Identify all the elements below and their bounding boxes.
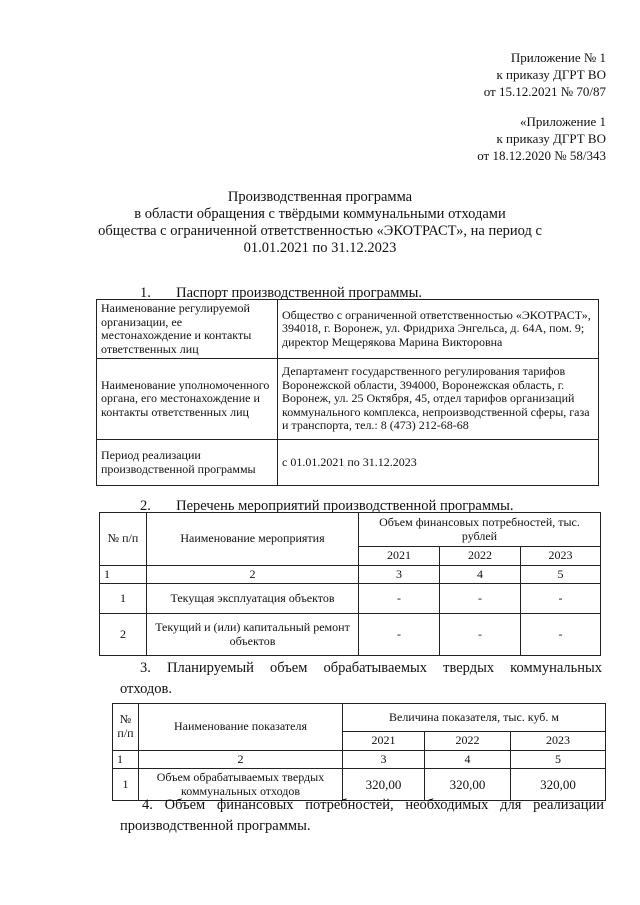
document-title: [0, 189, 640, 257]
index-cell: 4: [425, 750, 511, 769]
index-cell: 2: [147, 565, 359, 584]
section1-number: 1.: [140, 285, 151, 301]
row-value-2023: -: [521, 584, 601, 614]
row-value-2023: -: [521, 614, 601, 656]
table-row: [97, 440, 599, 486]
index-cell: 2: [139, 750, 343, 769]
table-row: [113, 769, 606, 801]
index-cell: 3: [359, 565, 440, 584]
section3-title-line2: отходов.: [120, 681, 173, 697]
index-cell: 3: [343, 750, 425, 769]
measures-table: [99, 512, 601, 656]
table-index-row: [100, 565, 601, 584]
appendix-previous-line2: к приказу ДГРТ ВО: [496, 131, 606, 146]
year-header: 2023: [511, 732, 606, 751]
row-value-2022: 320,00: [425, 769, 511, 801]
index-cell: 1: [113, 750, 139, 769]
col-header-fin: Объем финансовых потребностей, тыс. рублей: [359, 513, 601, 547]
table-row: [97, 300, 599, 359]
index-cell: 4: [440, 565, 521, 584]
year-header: 2023: [521, 547, 601, 566]
table-row: [100, 584, 601, 614]
passport-table: [96, 299, 599, 486]
section4-title-line2: производственной программы.: [120, 818, 311, 834]
title-line2: в области обращения с твёрдыми коммунальными отходами: [134, 206, 506, 222]
section3-heading: [120, 660, 602, 698]
row-name: Текущая эксплуатация объектов: [147, 584, 359, 614]
year-header: 2022: [425, 732, 511, 751]
row-value-2022: -: [440, 614, 521, 656]
section1-title: Паспорт производственной программы.: [176, 285, 422, 301]
passport-value: с 01.01.2021 по 31.12.2023: [278, 440, 599, 486]
row-value-2021: -: [359, 584, 440, 614]
passport-label: Наименование уполномоченного органа, его местонахождение и контакты ответственных лиц: [97, 359, 278, 440]
section2-title: Перечень мероприятий производственной программы.: [176, 498, 514, 514]
section4-heading: [120, 797, 604, 835]
section4-number: 4.: [142, 797, 153, 813]
passport-label: Период реализации производственной программы: [97, 440, 278, 486]
col-header-name: Наименование мероприятия: [147, 513, 359, 566]
volume-table: [112, 703, 606, 801]
passport-value: Общество с ограниченной ответственностью «ЭКОТРАСТ», 394018, г. Воронеж, ул. Фридриха Энгельса, д. 64А, пом. 9; директор Мещерякова Марина Викторовна: [278, 300, 599, 359]
passport-value: Департамент государственного регулирования тарифов Воронежской области, 394000, Воронежская область, г. Воронеж, ул. 25 Октября, 45, отдел тарифов организаций коммунального комплекса, непроизводственной сферы, газа и транспорта, тел.: 8 (473) 212-68-68: [278, 359, 599, 440]
row-value-2021: 320,00: [343, 769, 425, 801]
appendix-current: [346, 49, 606, 100]
row-name: Текущий и (или) капитальный ремонт объектов: [147, 614, 359, 656]
appendix-current-line2: к приказу ДГРТ ВО: [496, 67, 606, 82]
table-row: [100, 614, 601, 656]
section3-title-line1: Планируемый объем обрабатываемых твердых коммунальных: [166, 660, 602, 676]
passport-label: Наименование регулируемой организации, ее местонахождение и контакты ответственных лиц: [97, 300, 278, 359]
row-num: 1: [113, 769, 139, 801]
table-index-row: [113, 750, 606, 769]
appendix-previous: [346, 113, 606, 164]
appendix-current-line1: Приложение № 1: [510, 50, 606, 65]
year-header: 2022: [440, 547, 521, 566]
row-num: 1: [100, 584, 147, 614]
section2-number: 2.: [140, 498, 151, 514]
row-value-2023: 320,00: [511, 769, 606, 801]
table-header-row: [100, 513, 601, 547]
title-line1: Производственная программа: [227, 189, 413, 205]
title-line4: 01.01.2021 по 31.12.2023: [243, 240, 397, 256]
index-cell: 1: [100, 565, 147, 584]
col-header-name: Наименование показателя: [139, 704, 343, 751]
index-cell: 5: [511, 750, 606, 769]
section4-title-line1: Объем финансовых потребностей, необходимых для реализации: [164, 797, 604, 813]
index-cell: 5: [521, 565, 601, 584]
col-header-value: Величина показателя, тыс. куб. м: [343, 704, 606, 732]
row-value-2022: -: [440, 584, 521, 614]
year-header: 2021: [343, 732, 425, 751]
title-line3: общества с ограниченной ответственностью «ЭКОТРАСТ», на период с: [98, 223, 542, 239]
table-row: [97, 359, 599, 440]
row-value-2021: -: [359, 614, 440, 656]
section3-number: 3.: [140, 660, 151, 676]
col-header-num: № п/п: [100, 513, 147, 566]
row-name: Объем обрабатываемых твердых коммунальных отходов: [139, 769, 343, 801]
row-num: 2: [100, 614, 147, 656]
year-header: 2021: [359, 547, 440, 566]
appendix-previous-line3: от 18.12.2020 № 58/343: [477, 148, 606, 163]
appendix-previous-line1: «Приложение 1: [519, 114, 606, 129]
appendix-current-line3: от 15.12.2021 № 70/87: [483, 84, 606, 99]
table-header-row: [113, 704, 606, 732]
col-header-num: № п/п: [113, 704, 139, 751]
